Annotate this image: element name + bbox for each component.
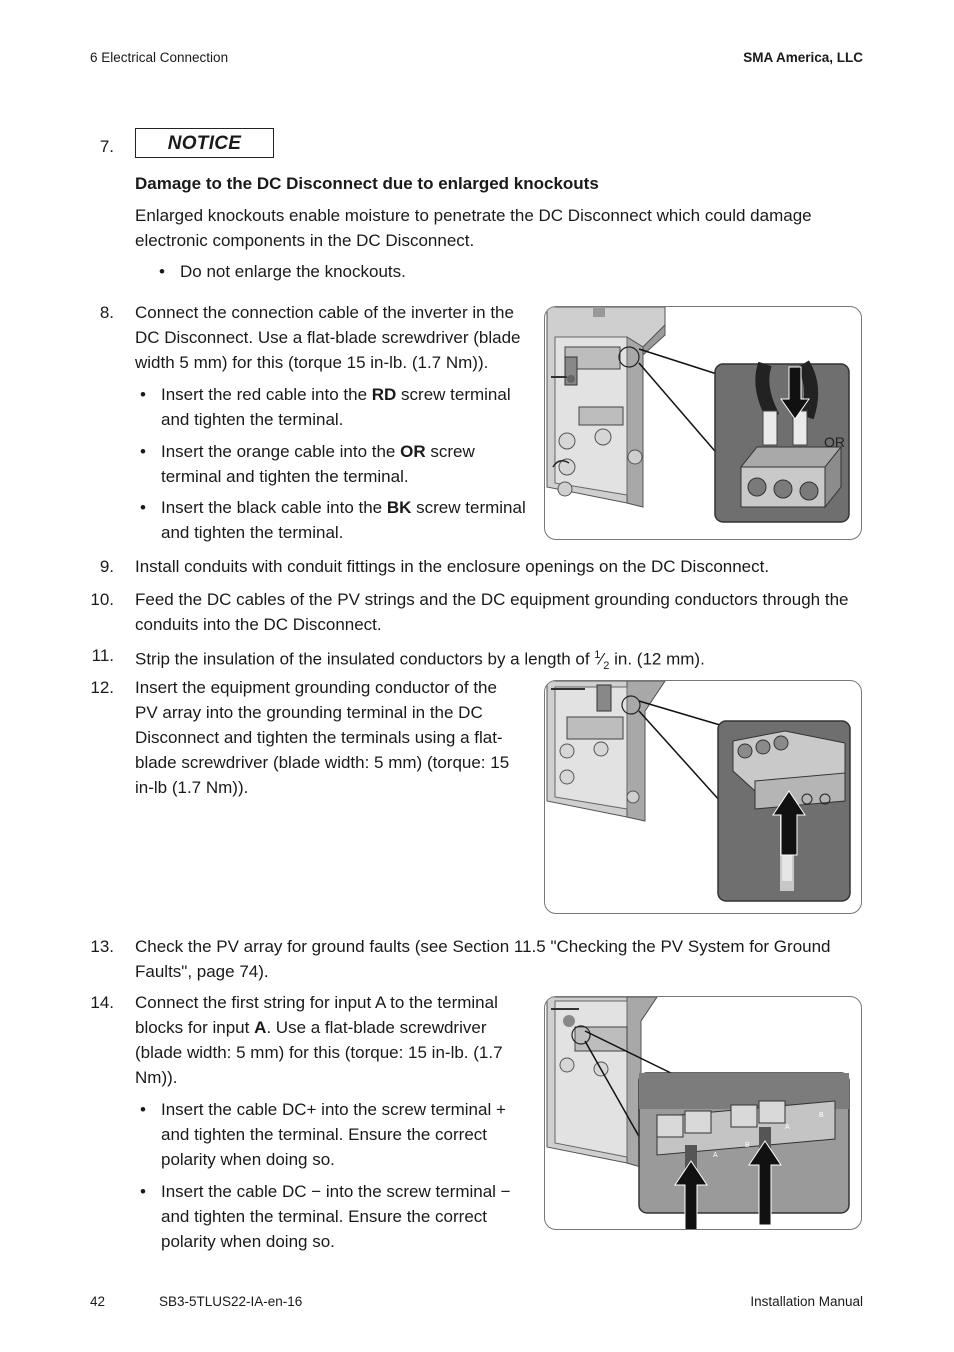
step-14-text bbox=[135, 990, 515, 1090]
figure-inverter-cable-terminal bbox=[544, 306, 862, 540]
terminal-label-rd: RD bbox=[371, 385, 397, 404]
step-13-text: Check the PV array for ground faults (see Section 11.5 "Checking the PV System for Ground Faults", page 74). bbox=[135, 937, 831, 981]
step-13-number: 13. bbox=[90, 937, 114, 956]
notice-bullet-text: Do not enlarge the knockouts. bbox=[180, 262, 406, 281]
bullet-dot: • bbox=[140, 385, 146, 404]
step-11-text: Strip the insulation of the insulated conductors by a length of $^1⁄_2$ in. (12 mm). bbox=[135, 649, 705, 673]
bullet-text: screw terminal and tighten the terminal. bbox=[161, 498, 526, 542]
terminal-label-or: OR bbox=[400, 442, 426, 461]
step-8-bullet-2 bbox=[140, 439, 511, 489]
bullet-dot: • bbox=[140, 1100, 146, 1119]
step-10-text: Feed the DC cables of the PV strings and the DC equipment grounding conductors through the conduits into the DC Disconnect. bbox=[135, 590, 849, 634]
terminal-label-bk: BK bbox=[386, 498, 412, 517]
bullet-dot: • bbox=[140, 442, 146, 461]
step-14-bullet-2 bbox=[140, 1179, 526, 1254]
figure-3-illustration bbox=[545, 997, 862, 1230]
step-12-text: Insert the equipment grounding conductor of the PV array into the grounding terminal in the DC Disconnect and tighten the terminals using a flat-blade screwdriver (blade width: 5 mm) (torque: 15 in-lb (1.7 Nm)). bbox=[135, 678, 510, 797]
bullet-dot: • bbox=[140, 498, 146, 517]
figure-dc-string-terminals bbox=[544, 996, 862, 1230]
figure-label-or: OR bbox=[824, 434, 845, 450]
footer-doc-title: Installation Manual bbox=[750, 1294, 863, 1309]
step-9-number: 9. bbox=[99, 557, 114, 576]
fraction-numerator: 1 bbox=[594, 649, 601, 661]
figure-label-b2: B bbox=[819, 1112, 824, 1119]
footer-page-number: 42 bbox=[90, 1294, 106, 1309]
figure-2-illustration bbox=[545, 681, 862, 914]
step-10-number: 10. bbox=[90, 590, 114, 609]
bullet-text: screw terminal and tighten the terminal. bbox=[161, 442, 475, 486]
figure-label-a1: A bbox=[713, 1152, 718, 1159]
step-8-bullet-3 bbox=[140, 495, 531, 545]
input-label-a: A bbox=[254, 1018, 267, 1037]
figure-grounding-terminal bbox=[544, 680, 862, 914]
bullet-dot: • bbox=[140, 1182, 146, 1201]
step-7-number: 7. bbox=[99, 137, 114, 156]
step-14-bullet-1 bbox=[140, 1097, 526, 1172]
step-14-text-pre: Connect the first string for input A to the terminal blocks for input bbox=[135, 993, 498, 1037]
bullet-dot: • bbox=[159, 262, 165, 281]
bullet-text: Insert the orange cable into the bbox=[161, 442, 401, 461]
bullet-text: Insert the black cable into the bbox=[161, 498, 387, 517]
bullet-text: Insert the cable DC+ into the screw terminal + and tighten the terminal. Ensure the correct polarity when doing so. bbox=[161, 1100, 506, 1169]
notice-heading: Damage to the DC Disconnect due to enlarged knockouts bbox=[135, 174, 599, 193]
bullet-text: Insert the red cable into the bbox=[161, 385, 372, 404]
figure-label-a2: A bbox=[785, 1124, 790, 1131]
step-11-number: 11. bbox=[91, 646, 114, 665]
bullet-text: screw terminal and tighten the terminal. bbox=[161, 385, 511, 429]
step-14-text-post: . Use a flat-blade screwdriver (blade width: 5 mm) for this (torque: 15 in-lb. (1.7 Nm)). bbox=[135, 1018, 503, 1087]
bullet-text: Insert the cable DC − into the screw terminal − and tighten the terminal. Ensure the correct polarity when doing so. bbox=[161, 1182, 511, 1251]
notice-box: NOTICE bbox=[135, 128, 274, 158]
notice-bullet bbox=[159, 259, 780, 284]
step-11-text-post: in. (12 mm). bbox=[609, 649, 705, 669]
notice-text: Enlarged knockouts enable moisture to penetrate the DC Disconnect which could damage electronic components in the DC Disconnect. bbox=[135, 206, 812, 250]
step-11-text-pre: Strip the insulation of the insulated conductors by a length of bbox=[135, 649, 595, 669]
step-8-number: 8. bbox=[99, 303, 114, 322]
step-14-number: 14. bbox=[90, 993, 114, 1012]
footer-doc-code: SB3-5TLUS22-IA-en-16 bbox=[159, 1294, 303, 1309]
figure-1-illustration bbox=[545, 307, 862, 540]
step-8-bullet-1 bbox=[140, 382, 531, 432]
step-8-text: Connect the connection cable of the inverter in the DC Disconnect. Use a flat-blade screwdriver (blade width 5 mm) for this (torque 15 in-lb. (1.7 Nm)). bbox=[135, 303, 521, 372]
step-12-number: 12. bbox=[90, 678, 114, 697]
figure-label-b1: B bbox=[745, 1142, 750, 1149]
header-company: SMA America, LLC bbox=[743, 50, 863, 65]
fraction-denominator: 2 bbox=[603, 660, 610, 673]
header-section: 6 Electrical Connection bbox=[90, 50, 229, 65]
step-9-text: Install conduits with conduit fittings in the enclosure openings on the DC Disconnect. bbox=[135, 557, 770, 576]
